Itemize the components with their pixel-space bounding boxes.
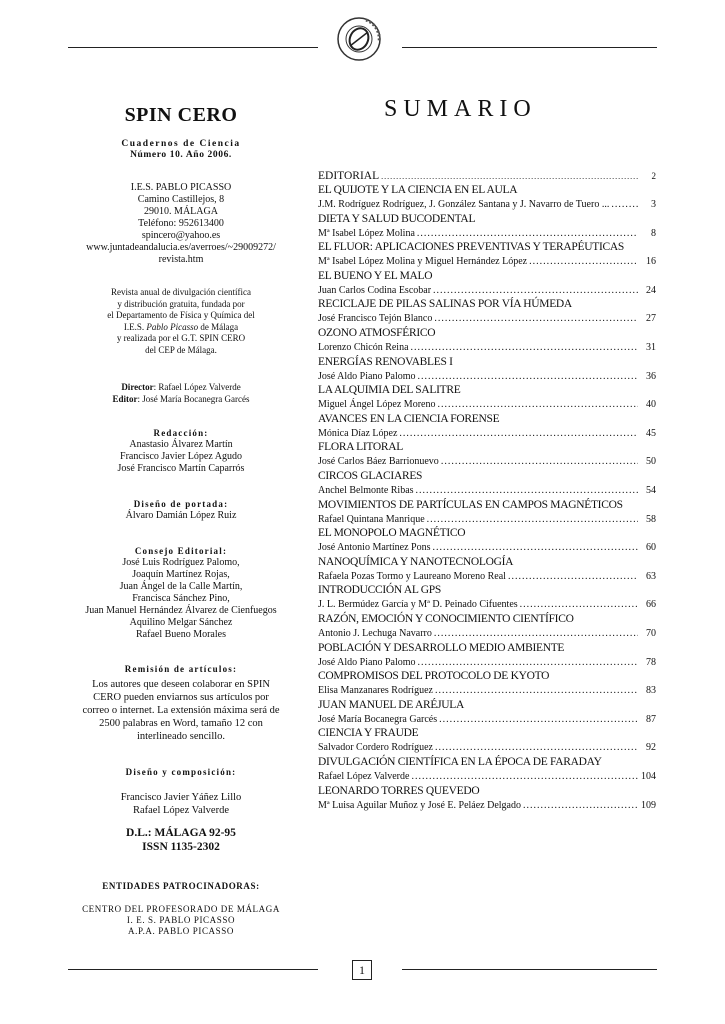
consejo-member: Juan Manuel Hernández Álvarez de Cienfuegos — [85, 605, 277, 616]
toc-page-number: 70 — [646, 628, 656, 639]
issue-number: Número 10. Año 2006. — [130, 150, 232, 160]
toc-page-number: 45 — [646, 427, 656, 439]
phone: Teléfono: 952613400 — [138, 218, 224, 229]
remision-line: 2500 palabras en Word, tamaño 12 con — [99, 718, 263, 729]
diseno-label: Diseño y composición: — [125, 767, 237, 777]
header-rule-right — [402, 47, 657, 48]
toc-author: Salvador Cordero Rodríguez — [318, 742, 433, 754]
toc-section-title[interactable]: LEONARDO TORRES QUEVEDO — [318, 784, 480, 797]
toc-section-title: EDITORIAL — [318, 170, 380, 182]
toc-page-number: 3 — [651, 199, 656, 210]
toc-page-number: 78 — [646, 656, 656, 668]
consejo-member: Aquilino Melgar Sánchez — [129, 617, 233, 628]
toc-entry-author-row[interactable] — [318, 742, 656, 753]
consejo-member: Joaquín Martínez Rojas, — [132, 569, 230, 580]
entidad: A.P.A. PABLO PICASSO — [128, 926, 234, 936]
toc-leader — [417, 228, 638, 239]
toc-author: Rafael Quintana Manrique — [318, 513, 425, 525]
diseno-member: Rafael López Valverde — [132, 805, 229, 816]
masthead-column — [70, 104, 292, 160]
toc-page-number: 83 — [646, 685, 656, 697]
toc-section-title[interactable]: RAZÓN, EMOCIÓN Y CONOCIMIENTO CIENTÍFICO — [318, 613, 574, 625]
toc-entry-author-row[interactable] — [318, 456, 656, 467]
website: www.juntadeandalucia.es/averroes/~29009272/ — [86, 242, 276, 253]
toc-leader — [418, 371, 638, 382]
editor-label: Editor — [112, 394, 138, 404]
toc-entry-author-row[interactable] — [318, 800, 656, 811]
toc-page-number: 40 — [646, 399, 656, 411]
header-rule-left — [68, 47, 318, 48]
toc-author: Lorenzo Chicón Reina — [318, 342, 409, 353]
portada-block — [70, 498, 292, 522]
toc-page-number: 8 — [651, 227, 656, 239]
toc-section-title[interactable]: POBLACIÓN Y DESARROLLO MEDIO AMBIENTE — [318, 641, 565, 654]
toc-section-title[interactable]: EL QUIJOTE Y LA CIENCIA EN EL AULA — [318, 184, 518, 196]
toc-entry-author-row[interactable] — [318, 628, 656, 639]
redaccion-block — [70, 427, 292, 475]
diseno-block — [70, 766, 292, 817]
description-block — [70, 287, 292, 356]
description-line: el Departamento de Física y Química del — [107, 310, 255, 320]
toc-page-number: 66 — [646, 599, 656, 611]
toc-entry-author-row[interactable] — [318, 771, 656, 782]
toc-page-number: 36 — [646, 370, 656, 382]
toc-leader — [411, 771, 638, 782]
toc-section-title[interactable]: ENERGÍAS RENOVABLES I — [318, 355, 453, 368]
toc-section-title[interactable]: OZONO ATMOSFÉRICO — [318, 327, 436, 339]
toc-entry-author-row[interactable] — [318, 514, 656, 525]
toc-entry-author-row[interactable] — [318, 228, 656, 239]
toc-entry-author-row[interactable] — [318, 542, 656, 553]
toc-entry-author-row[interactable] — [318, 685, 656, 696]
toc-leader — [433, 285, 638, 296]
toc-entry-author-row[interactable] — [318, 657, 656, 668]
portada-designer: Álvaro Damián López Ruiz — [125, 510, 237, 521]
email: spincero@yahoo.es — [141, 230, 221, 241]
remision-line: CERO pueden enviarnos sus artículos por — [93, 692, 269, 703]
toc-section-title[interactable]: CIENCIA Y FRAUDE — [318, 727, 419, 740]
director-block — [70, 381, 292, 405]
toc-entry-author-row[interactable] — [318, 399, 656, 410]
toc-leader — [529, 256, 638, 267]
consejo-member: José Luis Rodríguez Palomo, — [122, 557, 240, 568]
toc-author: José Carlos Báez Barrionuevo — [318, 456, 439, 468]
toc-author: Rafael López Valverde — [318, 771, 410, 782]
toc-leader — [435, 685, 638, 696]
description-line: y distribución gratuita, fundada por — [117, 298, 245, 309]
toc-author: José Francisco Tejón Blanco — [318, 313, 433, 325]
diseno-member: Francisco Javier Yáñez Lillo — [120, 792, 242, 803]
address-line: I.E.S. PABLO PICASSO — [130, 182, 232, 193]
toc-author: José Aldo Piano Palomo — [318, 656, 416, 668]
description-line: I.E.S. Pablo Picasso de Málaga — [123, 321, 239, 332]
toc-author: Mª Luisa Aguilar Muñoz y José E. Peláez Delgado — [318, 799, 521, 811]
director-name: : Rafael López Valverde — [153, 382, 241, 392]
toc-author: José Antonio Martínez Pons — [318, 542, 431, 554]
toc-page-number: 16 — [646, 256, 656, 268]
toc-section-title[interactable]: AVANCES EN LA CIENCIA FORENSE — [318, 412, 500, 425]
description-line: del CEP de Málaga. — [145, 344, 217, 355]
redaccion-label: Redacción: — [153, 428, 209, 438]
director-label: Director — [121, 382, 154, 392]
toc-entry-author-row[interactable] — [318, 428, 656, 439]
description-line: Revista anual de divulgación científica — [111, 287, 251, 297]
entidades-label: ENTIDADES PATROCINADORAS: — [102, 881, 260, 891]
toc-entry-author-row[interactable] — [318, 313, 656, 324]
toc-author: Mª Isabel López Molina — [318, 227, 415, 239]
table-of-contents — [318, 170, 656, 850]
toc-leader — [399, 428, 638, 439]
toc-section-title[interactable]: EL BUENO Y EL MALO — [318, 269, 433, 282]
toc-page-number: 92 — [646, 742, 656, 754]
toc-section-title[interactable]: MOVIMIENTOS DE PARTÍCULAS EN CAMPOS MAGNÉTICOS — [318, 498, 623, 511]
toc-author: Anchel Belmonte Ribas — [318, 485, 414, 496]
toc-leader — [434, 313, 638, 324]
remision-block — [70, 663, 292, 743]
consejo-member: Juan Ángel de la Calle Martín, — [119, 581, 243, 592]
toc-section-title[interactable]: NANOQUÍMICA Y NANOTECNOLOGÍA — [318, 555, 514, 568]
entidad: CENTRO DEL PROFESORADO DE MÁLAGA — [82, 904, 280, 914]
magazine-subtitle: Cuadernos de Ciencia — [121, 139, 241, 149]
toc-author: Elisa Manzanares Rodríguez — [318, 685, 433, 697]
toc-page-number: 27 — [646, 313, 656, 325]
address-line: 29010. MÁLAGA — [144, 206, 218, 217]
toc-leader — [433, 542, 639, 553]
toc-entry-author-row[interactable] — [318, 199, 656, 210]
toc-page-number: 54 — [646, 485, 656, 496]
toc-leader — [523, 800, 638, 811]
toc-section-title[interactable]: EL FLUOR: APLICACIONES PREVENTIVAS Y TERAPÉUTICAS — [318, 241, 624, 254]
consejo-label: Consejo Editorial: — [134, 546, 228, 556]
toc-entry-editorial[interactable] — [318, 170, 656, 182]
toc-author: José María Bocanegra Garcés — [318, 713, 438, 725]
toc-author: Mónica Díaz López — [318, 427, 398, 439]
toc-author: J.M. Rodríguez Rodríguez, J. González Santana y J. Navarro de Tuero ... — [318, 199, 610, 210]
toc-author: Miguel Ángel López Moreno — [318, 399, 436, 411]
toc-page-number: 50 — [646, 456, 656, 468]
toc-page-number: 2 — [651, 171, 656, 181]
toc-leader — [427, 514, 638, 525]
toc-author: Mª Isabel López Molina y Miguel Hernández López — [318, 256, 528, 268]
toc-page-number: 24 — [646, 284, 656, 296]
toc-leader — [434, 628, 638, 639]
toc-entry-author-row[interactable] — [318, 285, 656, 296]
redaccion-member: Anastasio Álvarez Martín — [129, 439, 233, 450]
consejo-member: Rafael Bueno Morales — [136, 629, 226, 640]
address-line: Camino Castillejos, 8 — [137, 194, 225, 205]
toc-author: J. L. Bermúdez García y Mª D. Peinado Cifuentes — [318, 599, 518, 611]
issn: ISSN 1135-2302 — [142, 841, 220, 853]
page-number: 1 — [352, 960, 372, 980]
toc-section-title[interactable]: CIRCOS GLACIARES — [318, 470, 423, 482]
toc-entry-author-row[interactable] — [318, 571, 656, 582]
redaccion-member: Francisco Javier López Agudo — [120, 451, 242, 462]
toc-leader — [416, 485, 638, 496]
entidad: I. E. S. PABLO PICASSO — [126, 915, 236, 925]
deposito-legal: D.L.: MÁLAGA 92-95 — [126, 827, 236, 839]
toc-leader — [439, 714, 638, 725]
description-line: y realizada por el G.T. SPIN CERO — [116, 333, 246, 343]
toc-section-title[interactable]: DIVULGACIÓN CIENTÍFICA EN LA ÉPOCA DE FARADAY — [318, 756, 602, 768]
toc-leader — [411, 342, 638, 353]
toc-leader — [611, 199, 638, 210]
toc-author: Rafaela Pozas Tormo y Laureano Moreno Real — [318, 570, 506, 582]
consejo-block — [70, 545, 292, 641]
editor-name: : José María Bocanegra Garcés — [137, 394, 250, 404]
toc-page-number: 31 — [646, 342, 656, 353]
toc-page-number: 104 — [641, 771, 656, 782]
toc-entry-author-row[interactable] — [318, 371, 656, 382]
toc-page-number: 63 — [646, 570, 656, 582]
toc-section-title[interactable]: DIETA Y SALUD BUCODENTAL — [318, 212, 476, 225]
toc-leader — [435, 742, 638, 753]
website: revista.htm — [158, 254, 204, 265]
toc-page-number: 87 — [646, 713, 656, 725]
footer-rule-right — [402, 969, 657, 970]
toc-author: José Aldo Piano Palomo — [318, 370, 416, 382]
toc-section-title[interactable]: EL MONOPOLO MAGNÉTICO — [318, 527, 466, 540]
redaccion-member: José Francisco Martín Caparrós — [117, 463, 245, 474]
toc-leader — [508, 571, 638, 582]
footer-rule-left — [68, 969, 318, 970]
toc-entry-author-row[interactable] — [318, 342, 656, 353]
magazine-title: SPIN CERO — [124, 104, 238, 126]
toc-section-title[interactable]: INTRODUCCIÓN AL GPS — [318, 584, 441, 597]
toc-entry-author-row[interactable] — [318, 256, 656, 267]
portada-label: Diseño de portada: — [133, 499, 229, 509]
remision-line: interlineado sencillo. — [136, 731, 226, 742]
toc-entry-author-row[interactable] — [318, 485, 656, 496]
toc-entry-author-row[interactable] — [318, 714, 656, 725]
toc-page-number: 60 — [646, 542, 656, 554]
toc-author: Antonio J. Lechuga Navarro — [318, 628, 432, 639]
remision-line: correo o internet. La extensión máxima será de — [82, 705, 280, 716]
address-block — [70, 182, 292, 266]
remision-line: Los autores que deseen colaborar en SPIN — [92, 679, 270, 690]
consejo-member: Francisca Sánchez Pino, — [132, 593, 230, 604]
toc-page-number: 58 — [646, 513, 656, 525]
toc-page-number: 109 — [641, 799, 656, 811]
toc-leader — [437, 399, 638, 410]
toc-leader — [381, 172, 638, 181]
toc-entry-author-row[interactable] — [318, 599, 656, 610]
toc-leader — [418, 657, 638, 668]
toc-section-title[interactable]: COMPROMISOS DEL PROTOCOLO DE KYOTO — [318, 670, 550, 683]
toc-section-title[interactable]: JUAN MANUEL DE ARÉJULA — [318, 698, 464, 711]
legal-block — [70, 826, 292, 854]
spin-cero-logo-icon — [336, 16, 382, 62]
toc-section-title[interactable]: LA ALQUIMIA DEL SALITRE — [318, 384, 461, 397]
entidades-block — [70, 881, 292, 937]
toc-section-title[interactable]: FLORA LITORAL — [318, 441, 404, 454]
toc-section-title[interactable]: RECICLAJE DE PILAS SALINAS POR VÍA HÚMEDA — [318, 298, 572, 311]
remision-label: Remisión de artículos: — [124, 664, 238, 674]
sumario-title: SUMARIO — [384, 96, 537, 122]
toc-leader — [520, 599, 638, 610]
toc-author: Juan Carlos Codina Escobar — [318, 284, 432, 296]
toc-leader — [441, 456, 638, 467]
